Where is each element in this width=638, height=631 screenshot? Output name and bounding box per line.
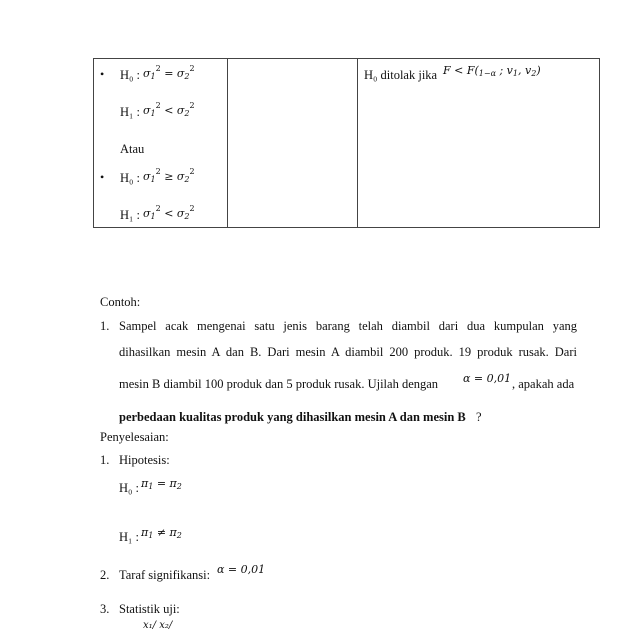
table-column-divider (227, 59, 228, 227)
example-line: , apakah ada (512, 377, 575, 391)
example-line: dihasilkan mesin A dan B. Dari mesin A diambil 200 produk. 19 produk rusak. Dari (119, 345, 577, 359)
example-line: Sampel acak mengenai satu jenis barang telah diambil dari dua kumpulan yang (119, 319, 577, 333)
step-label: Taraf signifikansi: (119, 568, 211, 582)
example-line: mesin B diambil 100 produk dan 5 produk rusak. Ujilah dengan (119, 377, 439, 391)
rejection-expression: $F < F(_{1-\alpha}$ ; $v_1$, $v_2$) (443, 64, 541, 78)
step-label: Statistik uji: (119, 602, 180, 616)
h1-label: H₁ : (119, 530, 139, 544)
atau-text: Atau (120, 142, 145, 156)
table-column-divider (357, 59, 358, 227)
step-number: 1. (100, 453, 110, 467)
step-number: 2. (100, 568, 110, 582)
rejection-text: H₀ ditolak jika (364, 68, 438, 82)
h1-expression: $\pi_1 \ne \pi_2$ (141, 526, 182, 540)
h0-expression: $\sigma_1^2 = \sigma_2^2$ (143, 64, 195, 81)
hypothesis-table (93, 58, 600, 228)
penyelesaian-label: Penyelesaian: (100, 430, 169, 444)
h0-label: H₀ : (120, 68, 140, 82)
alpha-value: α = 0,01 (217, 563, 266, 576)
question-mark: ? (476, 410, 482, 424)
formula-partial: x₁/ x₂/ (143, 620, 173, 631)
step-label: Hipotesis: (119, 453, 170, 467)
item-number: 1. (100, 319, 110, 333)
example-question: perbedaan kualitas produk yang dihasilkan mesin A dan mesin B (119, 410, 466, 424)
h1-label: H₁ : (120, 105, 140, 119)
h1-expression: $\sigma_1^2 < \sigma_2^2$ (143, 101, 195, 118)
h1b-expression: $\sigma_1^2 < \sigma_2^2$ (143, 204, 195, 221)
bullet-icon: • (100, 170, 105, 184)
step-number: 3. (100, 602, 110, 616)
bullet-icon: • (100, 67, 105, 81)
h0-expression: $\pi_1 = \pi_2$ (141, 477, 182, 491)
contoh-label: Contoh: (100, 295, 141, 309)
alpha-value: α = 0,01 (463, 372, 512, 385)
h0-label: H₀ : (119, 481, 139, 495)
h0b-label: H₀ : (120, 171, 140, 185)
h0b-expression: $\sigma_1^2 \ge \sigma_2^2$ (143, 167, 195, 184)
h1b-label: H₁ : (120, 208, 140, 222)
